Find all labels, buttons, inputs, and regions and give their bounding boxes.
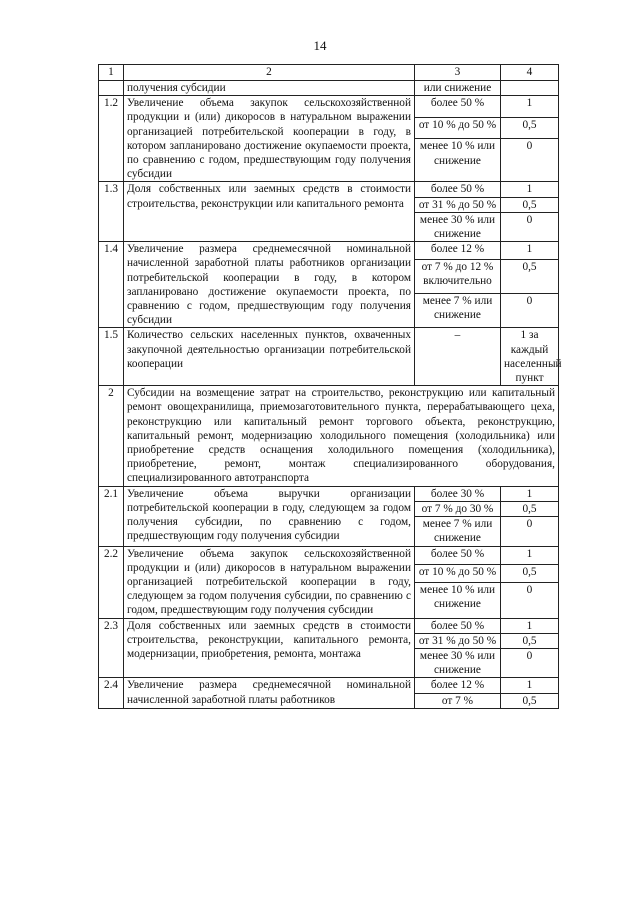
continuation-criterion: или снижение (415, 81, 501, 96)
criterion-cell: более 50 % (415, 546, 501, 564)
points-cell: 0 (501, 648, 559, 677)
row-text: Доля собственных или заемных средств в стоимости строительства, реконструкции, капитального ремонта, модернизации, приобретения, ремонта, монтажа (124, 618, 415, 678)
row-text: Увеличение размера среднемесячной номинальной начисленной заработной платы работников организации потребительской кооперации в году, в котором запланировано достижение окупаемости проекта, по сравнению с годом, предшествующим году получения субсидии (124, 242, 415, 328)
row-number: 1.3 (99, 182, 124, 242)
section-text: Субсидии на возмещение затрат на строительство, реконструкцию или капитальный ремонт овощехранилища, приемозаготовительного пункта, перерабатывающего цеха, реконструкцию или капитальный ремонт торгового объекта, реконструкцию, капитальный ремонт, модернизацию холодильного помещения (холодильника) или приобретение средств оснащения холодильного помещения (холодильника), приобретение, ремонт, монтаж специализированного оборудования, специализированного автотранспорта (124, 386, 559, 486)
table-row (99, 81, 559, 96)
header-col-1: 1 (99, 65, 124, 81)
points-cell: 0,5 (501, 501, 559, 516)
points-cell: 0 (501, 212, 559, 241)
criterion-cell: менее 30 % или снижение (415, 212, 501, 241)
criteria-table (98, 64, 562, 709)
points-cell: 1 (501, 182, 559, 197)
criterion-cell: от 10 % до 50 % (415, 564, 501, 582)
row-number: 2.3 (99, 618, 124, 678)
criterion-cell: от 7 % до 12 % включительно (415, 259, 501, 293)
table-row (99, 182, 559, 197)
table-row (99, 96, 559, 118)
points-cell: 1 (501, 486, 559, 501)
criterion-cell: от 10 % до 50 % (415, 117, 501, 139)
points-cell: 1 (501, 678, 559, 693)
points-cell: 0 (501, 294, 559, 328)
row-text: Увеличение размера среднемесячной номинальной начисленной заработной платы работников (124, 678, 415, 708)
row-number: 2 (99, 386, 124, 486)
page-number: 14 (313, 38, 327, 53)
row-text: Увеличение объема выручки организации потребительской кооперации в году, следующем за годом получения субсидии, по сравнению с годом, предшествующим году получения субсидии (124, 486, 415, 546)
continuation-text: получения субсидии (124, 81, 415, 96)
points-cell: 1 за каждый населенный пункт (501, 328, 559, 386)
row-number: 1.4 (99, 242, 124, 328)
points-cell: 1 (501, 96, 559, 118)
criterion-cell: от 7 % (415, 693, 501, 708)
row-number: 2.4 (99, 678, 124, 708)
points-cell: 1 (501, 546, 559, 564)
header-col-2: 2 (124, 65, 415, 81)
table-row (99, 678, 559, 693)
criterion-cell: от 31 % до 50 % (415, 633, 501, 648)
points-cell: 0,5 (501, 633, 559, 648)
table-row (99, 242, 559, 260)
row-number: 2.1 (99, 486, 124, 546)
table-row (99, 386, 559, 486)
points-cell: 0 (501, 517, 559, 546)
table-row (99, 546, 559, 564)
points-cell: 0,5 (501, 259, 559, 293)
criterion-cell: менее 30 % или снижение (415, 648, 501, 677)
criterion-cell: более 50 % (415, 618, 501, 633)
row-text: Доля собственных или заемных средств в стоимости строительства, реконструкции или капитального ремонта (124, 182, 415, 242)
points-cell: 0 (501, 583, 559, 618)
criterion-cell: менее 10 % или снижение (415, 583, 501, 618)
row-number: 1.2 (99, 96, 124, 182)
points-cell: 0,5 (501, 564, 559, 582)
points-cell: 0,5 (501, 117, 559, 139)
criterion-cell: более 12 % (415, 242, 501, 260)
points-cell: 1 (501, 242, 559, 260)
row-text: Количество сельских населенных пунктов, охваченных закупочной деятельностью организации потребительской кооперации (124, 328, 415, 386)
points-cell: 0,5 (501, 693, 559, 708)
points-cell: 0,5 (501, 197, 559, 212)
points-cell: 0 (501, 139, 559, 182)
row-text: Увеличение объема закупок сельскохозяйственной продукции и (или) дикоросов в натуральном выражении организацией потребительской кооперации в году, в котором запланировано достижение окупаемости проекта, по сравнению с годом, предшествующим году получения субсидии (124, 96, 415, 182)
row-text: Увеличение объема закупок сельскохозяйственной продукции и (или) дикоросов в натуральном выражении организацией потребительской кооперации в году, следующем за годом получения субсидии, по сравнению с годом, предшествующим году получения субсидии (124, 546, 415, 618)
criterion-cell: от 7 % до 30 % (415, 501, 501, 516)
criterion-cell: более 12 % (415, 678, 501, 693)
table-row (99, 618, 559, 633)
row-number: 1.5 (99, 328, 124, 386)
criterion-cell: более 50 % (415, 96, 501, 118)
table-row (99, 328, 559, 386)
criterion-cell: от 31 % до 50 % (415, 197, 501, 212)
criterion-cell: менее 10 % или снижение (415, 139, 501, 182)
header-col-4: 4 (501, 65, 559, 81)
criterion-cell: – (415, 328, 501, 386)
criterion-cell: менее 7 % или снижение (415, 517, 501, 546)
header-col-3: 3 (415, 65, 501, 81)
row-number: 2.2 (99, 546, 124, 618)
criterion-cell: более 30 % (415, 486, 501, 501)
table-row (99, 486, 559, 501)
table-header-row (99, 65, 559, 81)
criterion-cell: менее 7 % или снижение (415, 294, 501, 328)
points-cell: 1 (501, 618, 559, 633)
criterion-cell: более 50 % (415, 182, 501, 197)
